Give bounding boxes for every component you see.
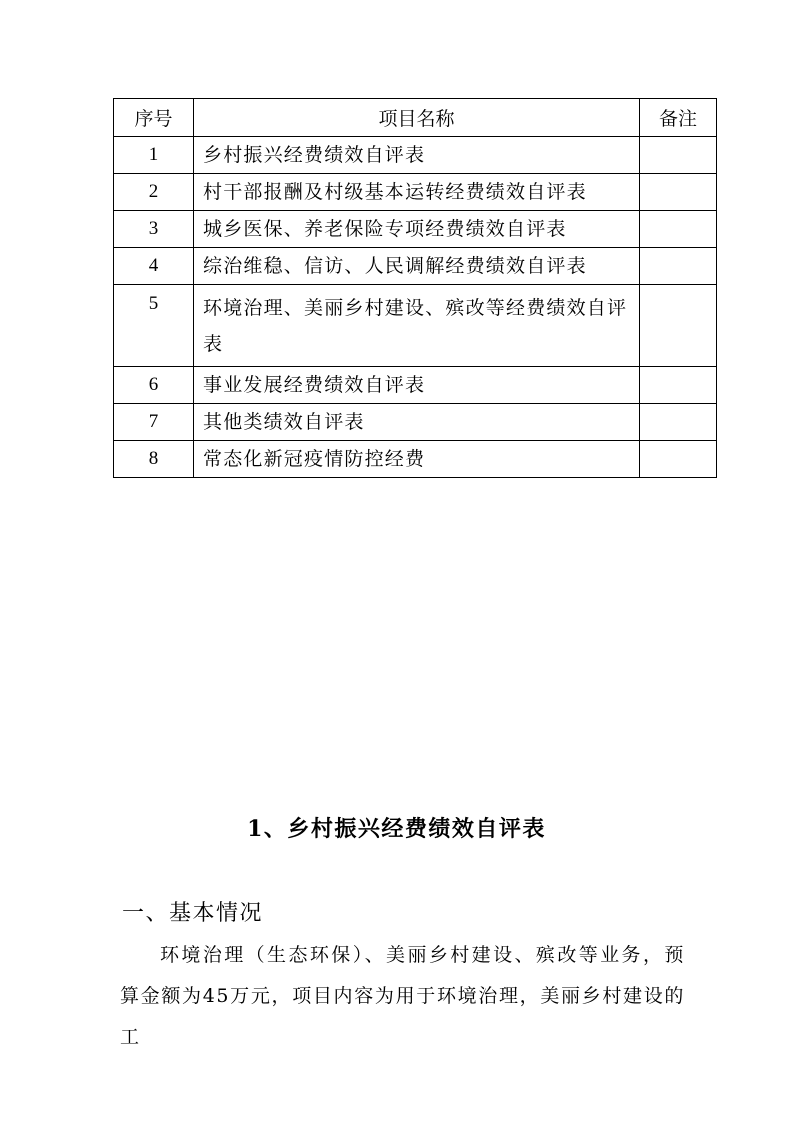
table-row	[114, 137, 717, 174]
table-row	[114, 285, 717, 367]
row-name: 事业发展经费绩效自评表	[194, 367, 640, 404]
header-name: 项目名称	[194, 99, 640, 137]
row-name: 常态化新冠疫情防控经费	[194, 441, 640, 478]
row-note	[640, 367, 717, 404]
row-no: 2	[114, 174, 194, 211]
row-name: 其他类绩效自评表	[194, 404, 640, 441]
row-note	[640, 211, 717, 248]
row-name: 城乡医保、养老保险专项经费绩效自评表	[194, 211, 640, 248]
table-row	[114, 211, 717, 248]
table-row	[114, 248, 717, 285]
row-note	[640, 137, 717, 174]
row-name: 村干部报酬及村级基本运转经费绩效自评表	[194, 174, 640, 211]
table-header-row	[114, 99, 717, 137]
header-no: 序号	[114, 99, 194, 137]
header-note: 备注	[640, 99, 717, 137]
row-no: 3	[114, 211, 194, 248]
row-no: 6	[114, 367, 194, 404]
row-note	[640, 285, 717, 367]
row-note	[640, 441, 717, 478]
table-row	[114, 404, 717, 441]
row-no: 5	[114, 285, 194, 367]
row-no: 8	[114, 441, 194, 478]
row-no: 4	[114, 248, 194, 285]
row-name: 乡村振兴经费绩效自评表	[194, 137, 640, 174]
section-subheading: 一、基本情况	[122, 901, 264, 926]
table-row	[114, 174, 717, 211]
index-table	[113, 98, 717, 478]
table-row	[114, 441, 717, 478]
row-note	[640, 174, 717, 211]
row-no: 7	[114, 404, 194, 441]
row-note	[640, 404, 717, 441]
row-name: 综治维稳、信访、人民调解经费绩效自评表	[194, 248, 640, 285]
body-paragraph: 环境治理（生态环保）、美丽乡村建设、殡改等业务，预算金额为45万元，项目内容为用于环境治理，美丽乡村建设的工	[120, 944, 685, 1048]
row-no: 1	[114, 137, 194, 174]
table-row	[114, 367, 717, 404]
section-title: 1、乡村振兴经费绩效自评表	[247, 816, 546, 842]
row-name: 环境治理、美丽乡村建设、殡改等经费绩效自评表	[194, 285, 640, 367]
row-note	[640, 248, 717, 285]
